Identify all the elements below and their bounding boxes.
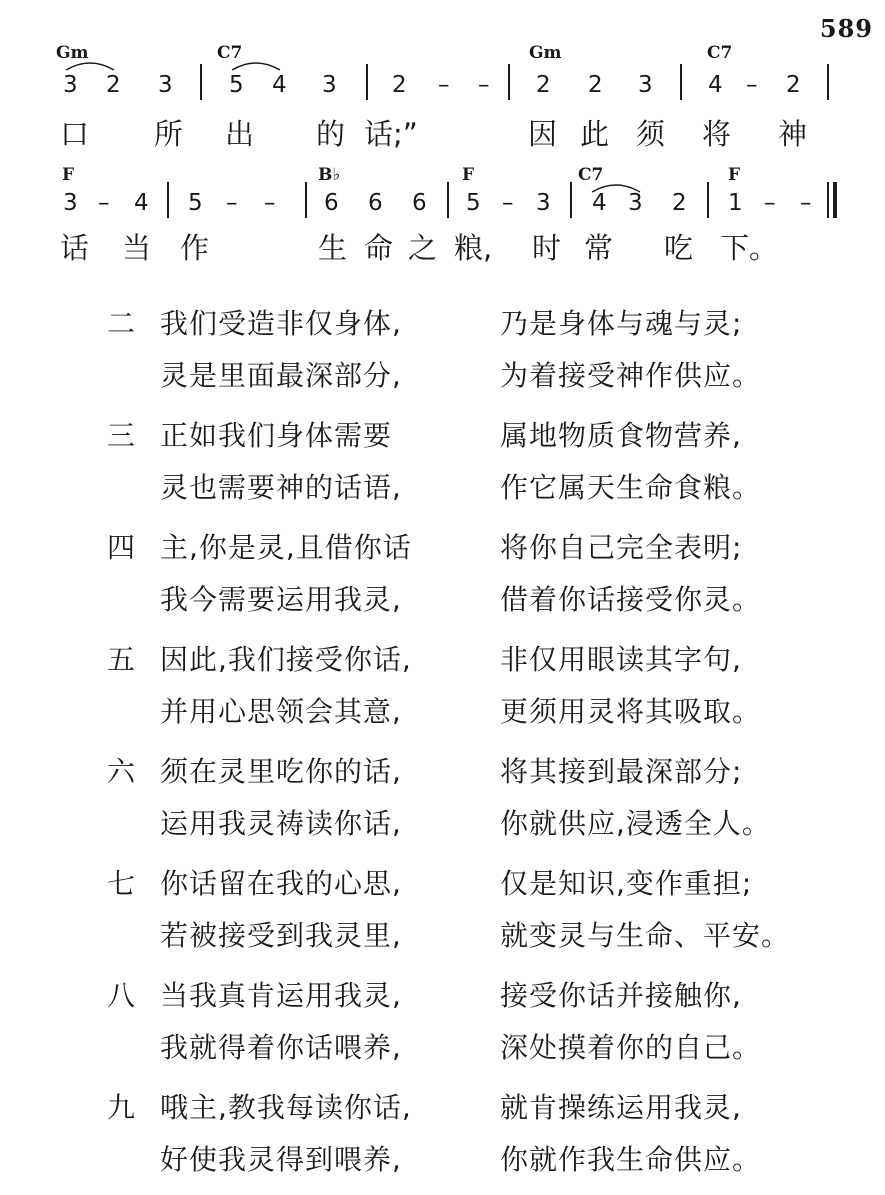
- note: 4: [134, 190, 149, 216]
- stanza-line: 我今需要运用我灵,: [160, 583, 402, 616]
- stanza-line: 灵也需要神的话语,: [160, 471, 402, 504]
- stanza-line: 因此,我们接受你话,: [160, 643, 412, 676]
- stanza-number: 三: [107, 419, 136, 452]
- note: 3: [158, 72, 173, 98]
- note: 6: [412, 190, 427, 216]
- chord-symbol: C7: [578, 165, 604, 185]
- verses: [0, 298, 885, 1194]
- lyric: 的: [316, 117, 346, 151]
- note: –: [746, 72, 758, 98]
- stanza-line: 你就供应,浸透全人。: [500, 807, 771, 840]
- note: –: [478, 72, 490, 98]
- lyric: 出: [225, 117, 255, 151]
- stanza-line: 灵是里面最深部分,: [160, 359, 402, 392]
- stanza-number: 四: [107, 531, 136, 564]
- note: 2: [588, 72, 603, 98]
- stanza-number: 五: [107, 643, 136, 676]
- lyric: 时: [532, 231, 562, 265]
- stanza-2: [0, 298, 885, 410]
- lyric: 神: [778, 117, 808, 151]
- slur: [232, 63, 280, 70]
- stanza-line: 我们受造非仅身体,: [160, 307, 402, 340]
- lyric: 将: [702, 117, 732, 151]
- note: 3: [63, 190, 78, 216]
- note: 4: [708, 72, 723, 98]
- chord-symbol: F: [728, 165, 741, 185]
- lyric: 之: [408, 231, 438, 265]
- chord-symbol: C7: [707, 43, 733, 63]
- note: –: [438, 72, 450, 98]
- stanza-line: 你话留在我的心思,: [160, 867, 402, 900]
- lyric: 粮,: [454, 231, 493, 265]
- note: –: [764, 190, 776, 216]
- stanza-line: 运用我灵祷读你话,: [160, 807, 402, 840]
- note: 3: [628, 190, 643, 216]
- stanza-line: 好使我灵得到喂养,: [160, 1143, 402, 1176]
- stanza-number: 七: [107, 867, 136, 900]
- note: 5: [188, 190, 203, 216]
- note: 4: [272, 72, 287, 98]
- music-score: [0, 0, 885, 290]
- stanza-line: 接受你话并接触你,: [500, 979, 742, 1012]
- stanza-7: [0, 858, 885, 970]
- lyric: 生: [318, 231, 348, 265]
- stanza-line: 你就作我生命供应。: [500, 1143, 762, 1176]
- stanza-line: 属地物质食物营养,: [500, 419, 742, 452]
- lyric: 常: [584, 231, 614, 265]
- note: 3: [638, 72, 653, 98]
- stanza-line: 将其接到最深部分;: [500, 755, 743, 788]
- stanza-3: [0, 410, 885, 522]
- stanza-line: 哦主,教我每读你话,: [160, 1091, 412, 1124]
- page-number: 589: [819, 14, 873, 43]
- note: 5: [229, 72, 244, 98]
- lyric: 作: [180, 231, 210, 265]
- slur: [66, 63, 114, 70]
- note: 2: [392, 72, 407, 98]
- chord-symbol: B♭: [318, 165, 341, 185]
- chord-symbol: Gm: [56, 43, 89, 63]
- lyric: 因: [528, 117, 558, 151]
- stanza-4: [0, 522, 885, 634]
- stanza-line: 作它属天生命食粮。: [500, 471, 762, 504]
- stanza-number: 八: [107, 979, 136, 1012]
- stanza-line: 借着你话接受你灵。: [500, 583, 762, 616]
- stanza-line: 主,你是灵,且借你话: [160, 531, 412, 564]
- chord-symbol: C7: [217, 43, 243, 63]
- lyric: 下。: [720, 231, 779, 265]
- note: 3: [322, 72, 337, 98]
- note: 6: [368, 190, 383, 216]
- chord-symbol: Gm: [529, 43, 562, 63]
- stanza-number: 二: [107, 307, 136, 340]
- note: –: [264, 190, 276, 216]
- stanza-9: [0, 1082, 885, 1194]
- lyric: 口: [60, 117, 90, 151]
- stanza-line: 须在灵里吃你的话,: [160, 755, 402, 788]
- lyric: 吃: [664, 231, 694, 265]
- lyric: 须: [636, 117, 666, 151]
- lyric: 当: [122, 231, 152, 265]
- stanza-line: 就肯操练运用我灵,: [500, 1091, 742, 1124]
- stanza-number: 九: [107, 1091, 136, 1124]
- note: 2: [672, 190, 687, 216]
- stanza-line: 非仅用眼读其字句,: [500, 643, 742, 676]
- note: 3: [63, 72, 78, 98]
- note: –: [800, 190, 812, 216]
- lyric: 命: [364, 231, 394, 265]
- note: 4: [592, 190, 607, 216]
- chord-symbol: F: [462, 165, 475, 185]
- stanza-line: 仅是知识,变作重担;: [500, 867, 753, 900]
- stanza-6: [0, 746, 885, 858]
- stanza-line: 为着接受神作供应。: [500, 359, 762, 392]
- note: 1: [728, 190, 743, 216]
- stanza-line: 更须用灵将其吸取。: [500, 695, 762, 728]
- chord-symbol: F: [62, 165, 75, 185]
- stanza-line: 当我真肯运用我灵,: [160, 979, 402, 1012]
- stanza-line: 就变灵与生命、平安。: [500, 919, 791, 952]
- stanza-line: 将你自己完全表明;: [500, 531, 743, 564]
- stanza-line: 若被接受到我灵里,: [160, 919, 402, 952]
- note: 2: [786, 72, 801, 98]
- note: –: [502, 190, 514, 216]
- lyric: 话;”: [364, 117, 418, 151]
- note: 5: [466, 190, 481, 216]
- note: 2: [536, 72, 551, 98]
- lyric: 此: [580, 117, 610, 151]
- note: –: [226, 190, 238, 216]
- note: 3: [536, 190, 551, 216]
- stanza-line: 正如我们身体需要: [160, 419, 393, 452]
- stanza-line: 深处摸着你的自己。: [500, 1031, 762, 1064]
- stanza-number: 六: [107, 755, 136, 788]
- stanza-line: 并用心思领会其意,: [160, 695, 402, 728]
- stanza-line: 乃是身体与魂与灵;: [500, 307, 743, 340]
- note: 6: [324, 190, 339, 216]
- note: –: [98, 190, 110, 216]
- stanza-5: [0, 634, 885, 746]
- stanza-8: [0, 970, 885, 1082]
- lyric: 所: [154, 117, 184, 151]
- lyric: 话: [60, 231, 90, 265]
- note: 2: [106, 72, 121, 98]
- stanza-line: 我就得着你话喂养,: [160, 1031, 402, 1064]
